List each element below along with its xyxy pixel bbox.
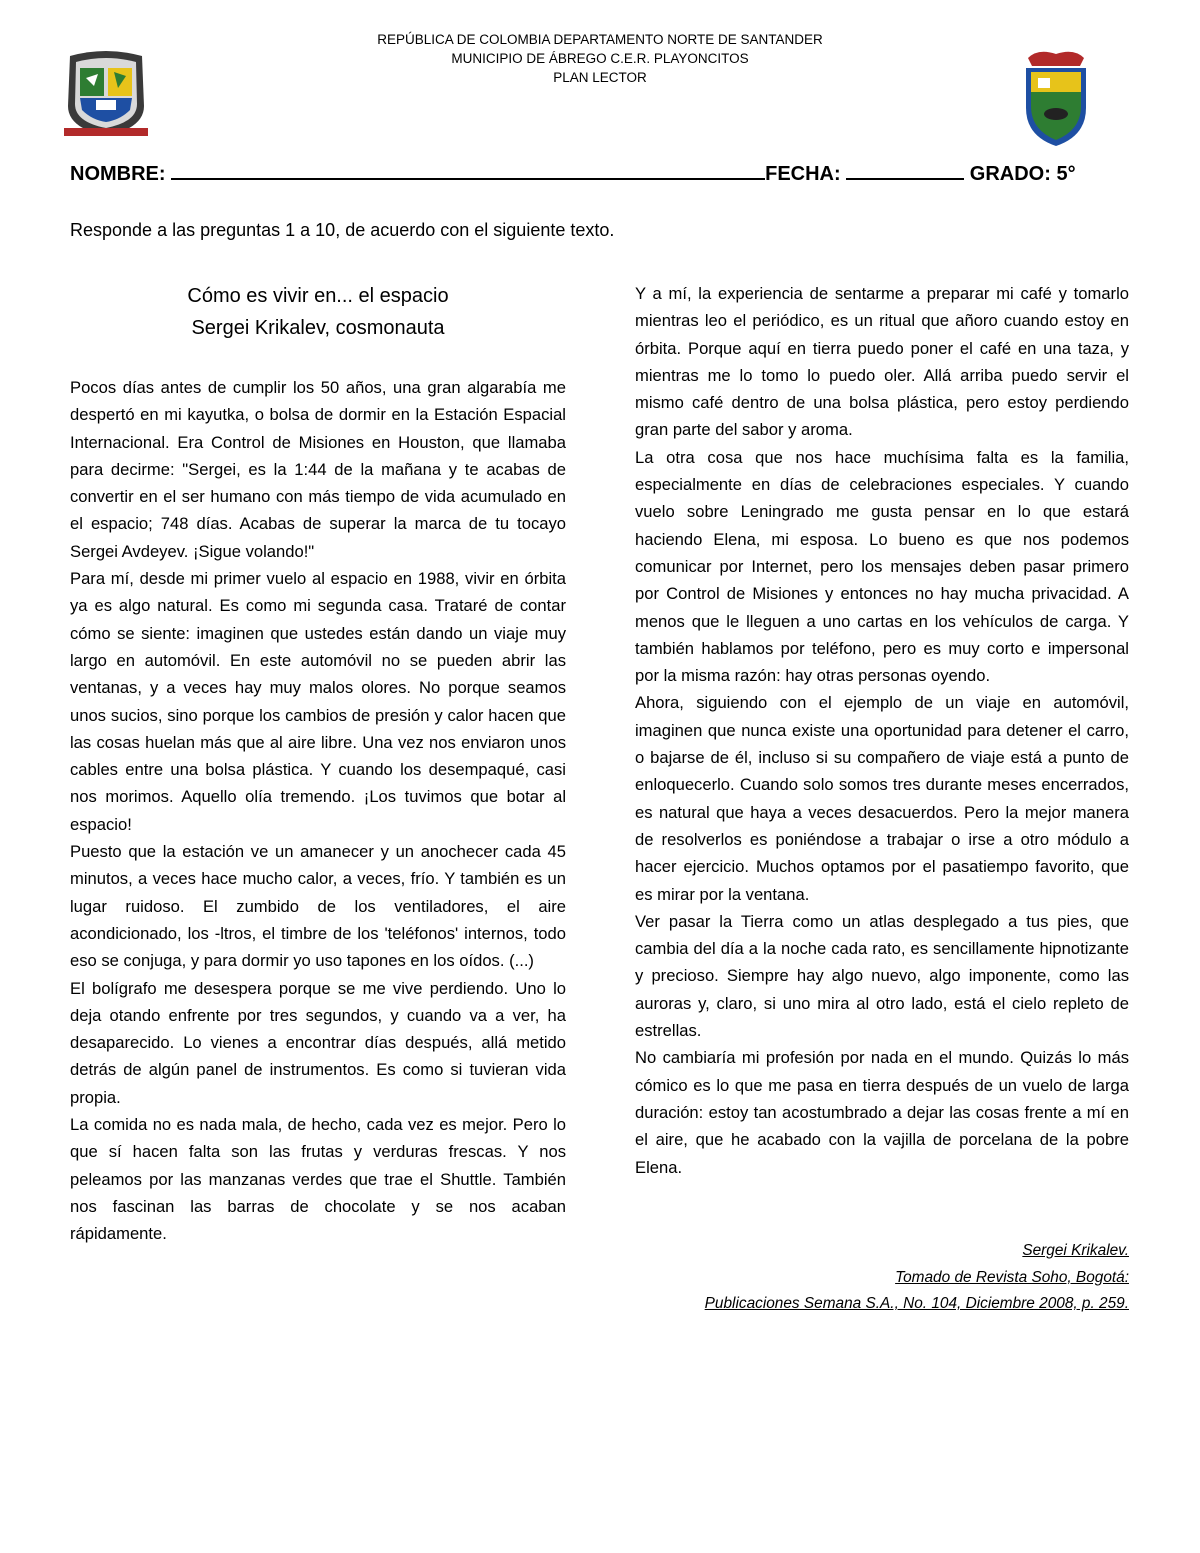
article-subtitle: Sergei Krikalev, cosmonauta [191,317,445,339]
paragraph: Puesto que la estación ve un amanecer y un anochecer cada 45 minutos, a veces hace mucho calor, a veces, frío. Y también es un lugar ruidoso. El zumbido de los ventiladores, el aire acondicionado, los -ltros, el timbre de los 'teléfonos' internos, todo eso se conjuga, y para dormir yo uso tapones en los oídos. (...) [70,842,566,971]
instruction-text: Responde a las preguntas 1 a 10, de acuerdo con el siguiente texto. [70,220,615,240]
paragraph: Ver pasar la Tierra como un atlas desplegado a tus pies, que cambia del día a la noche cada rato, es sencillamente hipnotizante y precioso. Siempre hay algo nuevo, algo imponente, como las auroras y, claro, si uno mira al otro lado, está el cielo repleto de estrellas. [635,911,1129,1041]
article-title-block [70,280,566,344]
municipal-coat-of-arms-logo [1018,48,1094,148]
paragraph: La comida no es nada mala, de hecho, cada vez es mejor. Pero lo que sí hacen falta son las frutas y verduras frescas. Y nos peleamos por las manzanas verdes que trae el Shuttle. También nos fascinan las barras de chocolate y se nos acaban rápidamente. [70,1115,566,1244]
nombre-label: NOMBRE: [70,163,166,185]
school-crest-logo [60,48,152,140]
article-left-column [70,280,566,1248]
paragraph: No cambiaría mi profesión por nada en el mundo. Quizás lo más cómico es lo que me pasa en tierra después de un vuelo de larga duración: estoy tan acostumbrado a dejar las cosas frente a mí en el aire, que he acabado con la vajilla de porcelana de la pobre Elena. [635,1048,1129,1177]
paragraph: Pocos días antes de cumplir los 50 años, una gran algarabía me despertó en mi kayutka, o bolsa de dormir en la Estación Espacial Internacional. Era Control de Misiones en Houston, que llamaba para decirme: "Sergei, es la 1:44 de la mañana y te acabas de convertir en el ser humano con más tiempo de vida acumulado en el espacio; 748 días. Acabas de superar la marca de tu tocayo Sergei Avdeyev. ¡Sigue volando!" [70,378,566,561]
source-line-3: Publicaciones Semana S.A., No. 104, Diciembre 2008, p. 259. [704,1295,1129,1312]
paragraph: El bolígrafo me desespera porque se me vive perdiendo. Uno lo deja otando enfrente por tres segundos, y cuando va a ver, ha desaparecido. Lo vienes a encontrar días después, allá metido detrás de algún panel de instrumentos. Es como si tuvieran vida propia. [70,978,566,1107]
fecha-label: FECHA: [765,163,841,185]
paragraph: La otra cosa que nos hace muchísima falta es la familia, especialmente en días de celebraciones especiales. Y cuando vuelo sobre Leningrado me gusta pensar en lo que estará haciendo Elena, mi esposa. Lo bueno es que nos podemos comunicar por Internet, pero los mensajes deben pasar primero por Control de Misiones y entonces no hay mucha privacidad. A menos que le lleguen a uno cartas en los vehículos de carga. Y también hablamos por teléfono, pero es muy corto e impersonal por la misma razón: hay otras personas oyendo. [635,447,1129,686]
grado-label: GRADO: 5° [969,163,1076,185]
paragraph: Ahora, siguiendo con el ejemplo de un viaje en automóvil, imaginen que nunca existe una oportunidad para detener el carro, o bajarse de él, incluso si su compañero de viaje está a punto de enloquecerlo. Cuando solo somos tres durante meses encerrados, es natural que haya a veces desacuerdos. Pero la mejor manera de resolverlos es poniéndose a trabajar o irse a otro módulo a hacer ejercicio. Muchos optamos por el pasatiempo favorito, que es mirar por la ventana. [635,693,1129,904]
source-author: Sergei Krikalev. [1022,1242,1129,1259]
article-right-column [635,280,1129,1181]
source-citation [635,1238,1129,1318]
paragraph: Y a mí, la experiencia de sentarme a preparar mi café y tomarlo mientras leo el periódico, es un ritual que añoro cuando estoy en órbita. Porque aquí en tierra puedo poner el café en una taza, y mientras me lo tomo lo puedo oler. Allá arriba puedo servir el mismo café dentro de una bolsa plástica, pero estoy perdiendo gran parte del sabor y aroma. [635,284,1129,440]
header-line-3: PLAN LECTOR [553,70,647,85]
fecha-blank-line[interactable] [846,160,964,180]
article-title: Cómo es vivir en... el espacio [187,285,449,307]
nombre-blank-line[interactable] [171,160,765,180]
source-line-2: Tomado de Revista Soho, Bogotá: [895,1268,1129,1286]
student-info-line [70,160,1130,186]
header-line-1: REPÚBLICA DE COLOMBIA DEPARTAMENTO NORTE DE SANTANDER [377,32,823,47]
header-line-2: MUNICIPIO DE ÁBREGO C.E.R. PLAYONCITOS [451,51,749,66]
paragraph: Para mí, desde mi primer vuelo al espacio en 1988, vivir en órbita ya es algo natural. Es como mi segunda casa. Trataré de contar cómo se siente: imaginen que ustedes están dando un viaje muy largo en automóvil. En este automóvil no se pueden abrir las ventanas, y a veces hay muy malos olores. No porque seamos unos sucios, sino porque los cambios de presión y calor hacen que las cosas huelan más que al aire libre. Una vez nos enviaron unos cables entre una bolsa plástica. Y cuando los desempaqué, casi nos morimos. Aquello olía tremendo. ¡Los tuvimos que botar al espacio! [70,569,566,834]
